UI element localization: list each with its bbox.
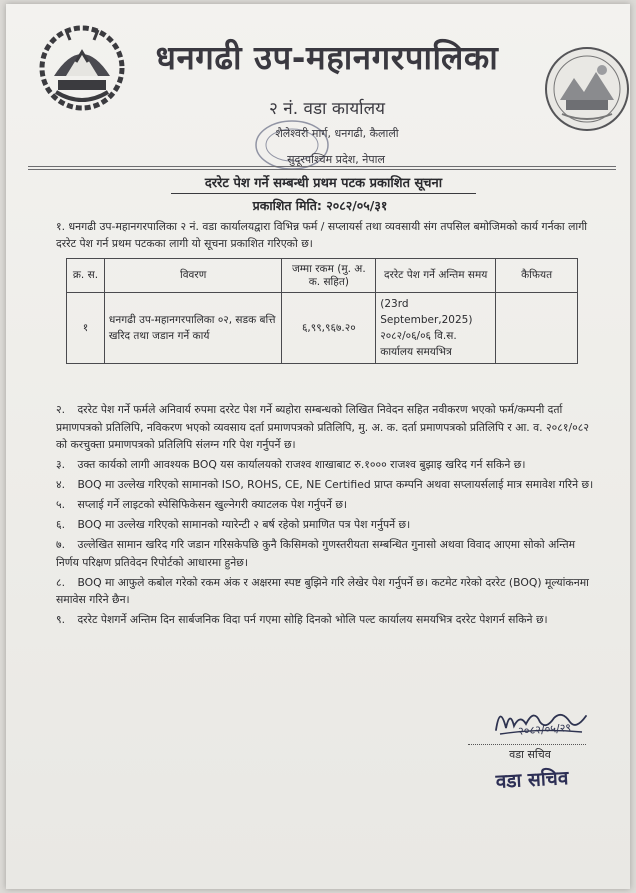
list-item — [56, 536, 594, 571]
header-divider — [28, 169, 616, 170]
ward-office-title: २ नं. वडा कार्यालय — [269, 99, 385, 119]
list-item — [56, 574, 594, 609]
items-table — [66, 258, 578, 364]
item-text: BOQ मा उल्लेख गरिएको सामानको ग्यारेन्टी २ बर्ष रहेको प्रमाणित पत्र पेश गर्नुपर्ने छ। — [77, 518, 411, 532]
notice-paper — [6, 4, 630, 889]
signature-line — [468, 744, 586, 745]
nepal-emblem-icon — [36, 22, 128, 114]
header-desc: विवरण — [104, 259, 282, 293]
header-sn: क्र. स. — [67, 259, 105, 293]
item-number: २. — [56, 403, 66, 416]
row-sn: १ — [67, 293, 105, 364]
item-text: BOQ मा आफुले कबोल गरेको रकम अंक र अक्षरमा स्पष्ट बुझिने गरि लेखेर पेश गर्नुपर्ने छ। कटमेट गरेको दररेट (BOQ) मूल्यांकनमा समावेस गरिने छैन। — [56, 575, 589, 607]
table-row — [67, 293, 578, 364]
table-header-row — [67, 259, 578, 293]
item-text: दररेट पेशगर्ने अन्तिम दिन सार्बजनिक विदा पर्न गएमा सोहि दिनको भोलि पल्ट कार्यालय समयभित्र दररेट पेशगर्न सकिने छ। — [77, 613, 548, 627]
intro-paragraph: १. धनगढी उप-महानगरपालिका २ नं. वडा कार्यालयद्वारा विभिन्न फर्म / सप्लायर्स तथा व्यवसायी संग तपसिल बमोजिमको कार्य गर्नका लागी दररेट पेश गर्न प्रथम पटकका लागी यो सूचना प्रकाशित गरिएको छ। — [56, 220, 588, 250]
list-item — [56, 516, 594, 534]
item-number: ८. — [56, 575, 66, 589]
row-desc: धनगढी उप-महानगरपालिका ०२, सडक बत्ति खरिद तथा जडान गर्ने कार्य — [104, 293, 282, 364]
list-item — [56, 476, 594, 494]
row-deadline: (23rd September,2025) २०८२/०६/०६ वि.स. कार्यालय समयभित्र — [376, 293, 496, 364]
row-amount: ६,९९,९६७.२० — [282, 293, 376, 364]
signatory-stamp: वडा सचिव — [495, 767, 569, 793]
header-remarks: कैफियत — [496, 259, 578, 293]
publish-date: प्रकाशित मिति: २०८२/०५/३१ — [252, 198, 388, 213]
item-number: ५. — [56, 498, 66, 512]
signatory-title: वडा सचिव — [509, 748, 551, 761]
item-text: BOQ मा उल्लेख गरिएको सामानको ISO, ROHS, CE, NE Certified प्राप्त कम्पनि अथवा सप्लायर्सलाई मात्र समावेश गरिने छ। — [77, 478, 594, 492]
item-number: ४. — [56, 478, 66, 492]
item-text: दररेट पेश गर्ने फर्मले अनिवार्य रुपमा दररेट पेश गर्ने ब्यहोरा सम्बन्धको लिखित निवेदन सहित नवीकरण भएको फर्म/कम्पनी दर्ता प्रमाणपत्रको प्रतिलिपि, नविकरण भएको व्यवसाय दर्ता प्रमाणपत्रको प्रतिलिपि, मु. अ. क. दर्ता प्रमाणपत्रको प्रतिलिपि र आ. व. २०८१/०८२ को करचुक्ता प्रमाणपत्रको प्रतिलिपि संलग्न गरि पेश गर्नुपर्ने छ। — [56, 403, 589, 452]
list-item — [56, 496, 594, 514]
office-address: शैलेश्वरी मार्ग, धनगढी, कैलाली — [275, 127, 399, 140]
row-remarks — [496, 293, 578, 364]
conditions-list — [56, 401, 594, 631]
notice-title: दररेट पेश गर्ने सम्बन्धी प्रथम पटक प्रकाशित सूचना — [171, 173, 476, 194]
item-text: उक्त कार्यको लागी आवश्यक BOQ यस कार्यालयको राजश्व शाखाबाट रु.१००० राजश्व बुझाइ खरिद गर्न सकिने छ। — [77, 458, 526, 472]
item-number: ६. — [56, 518, 66, 532]
signature-date: २०८२/०५/२९ — [517, 721, 572, 738]
list-item — [56, 401, 594, 454]
item-number: ९. — [56, 613, 66, 627]
municipality-logo-icon — [542, 44, 632, 134]
item-number: ३. — [56, 458, 66, 472]
office-name: धनगढी उप-महानगरपालिका — [155, 38, 499, 77]
header-amount: जम्मा रकम (मु. अ. क. सहित) — [282, 259, 376, 293]
item-text: उल्लेखित सामान खरिद गरि जडान गरिसकेपछि कुनै किसिमको गुणस्तरीयता सम्बन्धित गुनासो अथवा विवाद आएमा सोको अन्तिम निर्णय परिक्षण प्रतिवेदन रिपोर्टको आधारमा हुनेछ। — [56, 538, 576, 569]
item-text: सप्लाई गर्ने लाइटको स्पेसिफिकेसन खुल्नेगरी क्याटलक पेश गर्नुपर्ने छ। — [77, 498, 348, 512]
header-deadline: दररेट पेश गर्ने अन्तिम समय — [376, 259, 496, 293]
office-province: सुदूरपश्चिम प्रदेश, नेपाल — [287, 153, 385, 166]
header-divider — [28, 166, 616, 167]
item-number: ७. — [56, 538, 66, 552]
list-item — [56, 456, 594, 474]
list-item — [56, 611, 594, 629]
